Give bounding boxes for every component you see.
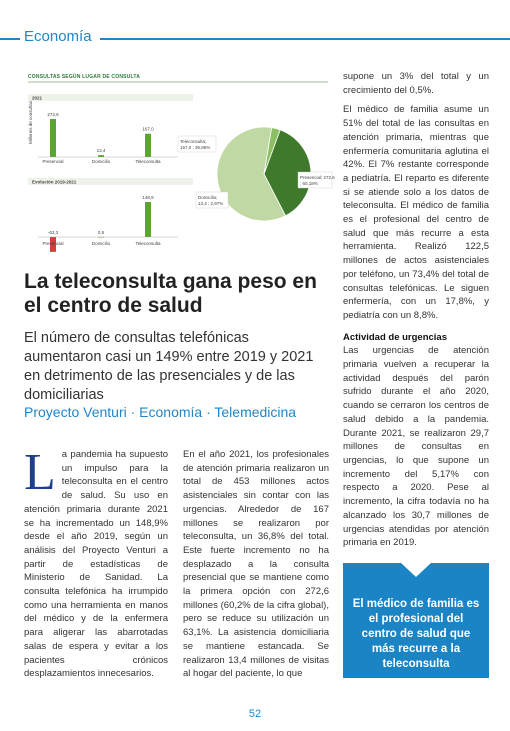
column-1 — [24, 444, 168, 681]
bar-evolution-teleconsulta — [145, 202, 151, 237]
pie-value-presencial: ; 60,18% — [300, 181, 318, 186]
callout-notch — [401, 563, 431, 577]
column-3-para-1: supone un 3% del total y un crecimiento del 0,5%. — [343, 71, 489, 96]
headline: La teleconsulta gana peso en el centro de salud — [24, 270, 317, 317]
bar-evolution-value-label: 0,5 — [97, 229, 105, 235]
callout-text: El médico de familia es el profesional del centro de salud que más recurre a la teleconsulta — [352, 598, 480, 670]
section-title: Economía — [24, 28, 92, 45]
bar-evolution-category-label: Domicilio — [91, 241, 111, 246]
page-number: 52 — [248, 708, 262, 720]
bar-2021-category-label: Teleconsulta — [135, 159, 161, 164]
bar-2021-category-label: Domicilio — [91, 159, 111, 164]
subheadline: El número de consultas telefónicas aumentaron casi un 149% entre 2019 y 2021 en detrimento de las presenciales y de las domiciliarias — [24, 330, 314, 403]
bar-evolution-value-label: 148,9 — [142, 195, 154, 200]
pie-label-presencial: Presencial; 272,6 — [300, 175, 335, 180]
column-3 — [343, 70, 489, 556]
column-2-text: En el año 2021, los profesionales de atención primaria realizaron un total de 453 millones actos asistenciales sin contar con las urgencias. Alrededor de 167 millones se realizaron por teleconsulta, un 36,8% del total. Este fuerte incremento no ha desplazado a la consulta presencial que se mantiene como la primera opción con 272,6 millones (60,2% de la cifra global), pero se reduce su utilización un 63,1%. La asistencia domiciliaria se mantiene estancada. Se realizaron 13,4 millones de visitas al hogar del paciente, lo que — [183, 449, 329, 680]
year-band — [28, 94, 193, 101]
bar-2021-teleconsulta — [145, 134, 151, 157]
column-2 — [183, 448, 329, 681]
bar-2021-value-label: 13,4 — [96, 148, 106, 154]
bar-2021-value-label: 272,6 — [47, 112, 59, 117]
bar-evolution-category-label: Teleconsulta — [135, 241, 161, 246]
column-3-para-3: Las urgencias de atención primaria vuelven a recuperar la actividad después del parón sufrido durante el año 2020, cuando se cerraron los centros de salud debido a la pandemia. Durante 2021, se realizaron 29,7 millones de consultas en urgencias, lo que supone un incremento del 5,17% con respecto a 2020. Pese al incremento, la cifra todavía no ha alcanzado los 30,7 millones de urgencias atendidas por atención primaria en 2019. — [343, 345, 489, 549]
pie-value-domicilio: 13,4 ; 2,97% — [198, 201, 224, 206]
header-rule-left — [0, 38, 20, 40]
column-3-para-2: El médico de familia asume un 51% del total de las consultas en atención primaria, mientras que enfermería comunitaria aglutina el 42%. El 7% restante corresponde a pediatría. El reparto es diferente si se atiende solo a los datos de teleconsulta. El médico de familia es el profesional del centro de salud que más recurre a esta herramienta. Realizó 122,5 millones de actos asistenciales por teléfono, un 73,4% del total de consultas telefónicas. Le siguen enfermería, con un 17,8%, y pediatría con un 8,8%. — [343, 104, 489, 321]
y-axis-label: Millones de consultas — [28, 100, 33, 144]
year-label: 2021 — [32, 95, 43, 101]
header-rule-right — [100, 38, 510, 40]
evolution-label: Evolución 2019-2021 — [32, 179, 77, 185]
drop-cap: L — [24, 444, 56, 501]
pie-label-domicilio: Domicilio; — [198, 195, 218, 200]
callout-box — [343, 563, 489, 678]
bar-evolution-value-label: -63,3 — [47, 230, 59, 235]
bar-2021-presencial — [50, 119, 56, 157]
chart-figure — [28, 74, 335, 264]
bar-evolution-category-label: Presencial — [42, 241, 64, 246]
chart-svg — [28, 74, 335, 264]
byline: Proyecto Venturi · Economía · Telemedicina — [24, 404, 297, 420]
pie-label-teleconsulta: Teleconsulta; — [180, 139, 207, 144]
bar-2021-value-label: 167,0 — [142, 126, 154, 132]
pie-value-teleconsulta: 167,0 ; 36,86% — [180, 145, 211, 150]
bar-2021-category-label: Presencial — [42, 159, 64, 164]
column-3-heading: Actividad de urgencias — [343, 331, 448, 343]
bar-2021-domicilio — [98, 155, 104, 157]
column-1-text: a pandemia ha supuesto un impulso para la teleconsulta en el centro de salud. Su uso en atención primaria durante 2021 se ha incrementado un 148,9% desde el año 2019, según un análisis del Proyecto Venturi a partir de estadísticas de Ministerio de Sanidad. La consulta telefónica ha irrumpido como una herramienta en manos del médico y de la enfermera para aligerar las abarrotadas salas de espera y evitar a los pacientes crónicos desplazamientos innecesarios. — [24, 449, 168, 680]
chart-title: CONSULTAS SEGÚN LUGAR DE CONSULTA — [28, 74, 141, 80]
